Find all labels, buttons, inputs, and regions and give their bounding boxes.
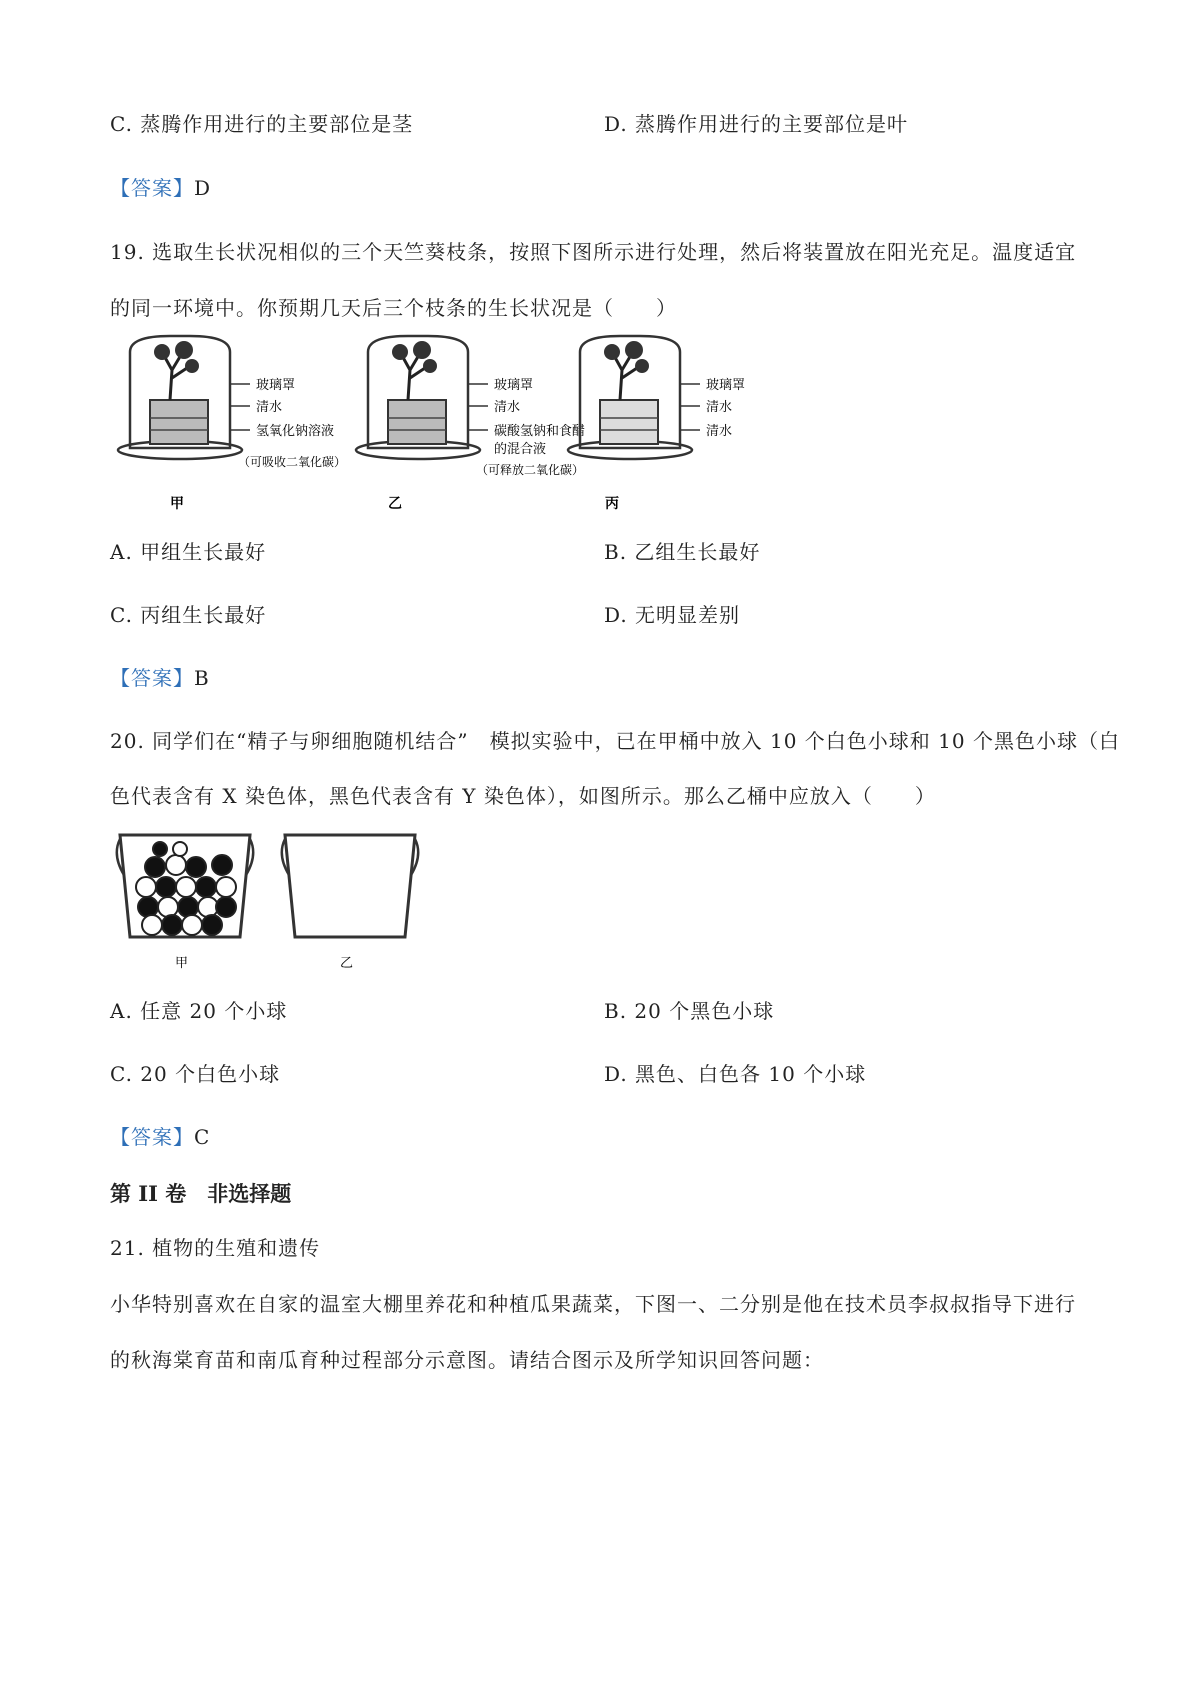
answer-value: B [194, 666, 210, 690]
q20-option-b: B. 20 个黑色小球 [604, 999, 775, 1023]
balls [136, 842, 236, 935]
jia-label-3: 氢氧化钠溶液 [256, 424, 335, 439]
yi-label-1: 玻璃罩 [494, 378, 534, 393]
q18-answer [110, 174, 211, 202]
jia-label-2: 清水 [256, 400, 283, 415]
bing-label-3: 清水 [706, 424, 733, 439]
setup-jia [118, 336, 346, 512]
q20-answer [110, 1123, 210, 1151]
q20-option-a: A. 任意 20 个小球 [110, 999, 288, 1023]
setup-bing [568, 336, 745, 512]
q21-para-line2: 的秋海棠育苗和南瓜育种过程部分示意图。请结合图示及所学知识回答问题： [110, 1348, 824, 1372]
jia-label-1: 玻璃罩 [256, 378, 296, 393]
bing-name: 丙 [605, 496, 619, 512]
q20-stem-line2: 色代表含有 X 染色体，黑色代表含有 Y 染色体），如图所示。那么乙桶中应放入（ ） [110, 784, 936, 808]
answer-tag: 【答案】 [110, 1125, 194, 1149]
yi-label-2: 清水 [494, 400, 521, 415]
q18-option-d: D. 蒸腾作用进行的主要部位是叶 [604, 112, 909, 136]
q19-stem-line2: 的同一环境中。你预期几天后三个枝条的生长状况是（ ） [110, 296, 677, 320]
bucket-yi [282, 835, 418, 971]
bucket-yi-label: 乙 [340, 956, 354, 971]
q21-para-line1: 小华特别喜欢在自家的温室大棚里养花和种植瓜果蔬菜，下图一、二分别是他在技术员李叔叔指导下进行 [110, 1292, 1076, 1316]
bucket-jia [117, 835, 253, 971]
q19-figure [110, 330, 810, 520]
q19-stem-line1: 19. 选取生长状况相似的三个天竺葵枝条，按照下图所示进行处理，然后将装置放在阳光充足。温度适宜 [110, 240, 1077, 264]
answer-tag: 【答案】 [110, 176, 194, 200]
yi-label-3: 碳酸氢钠和食醋 [494, 424, 586, 439]
q20-option-d: D. 黑色、白色各 10 个小球 [604, 1062, 867, 1086]
answer-value: C [194, 1125, 211, 1149]
yi-note: （可释放二氧化碳） [476, 463, 585, 477]
q19-answer [110, 664, 210, 692]
q19-option-b: B. 乙组生长最好 [604, 540, 761, 564]
q20-stem-line1: 20. 同学们在“精子与卵细胞随机结合” 模拟实验中，已在甲桶中放入 10 个白色小球和 10 个黑色小球（白 [110, 729, 1120, 753]
bing-label-1: 玻璃罩 [706, 378, 746, 393]
q21-title: 21. 植物的生殖和遗传 [110, 1236, 321, 1260]
jia-name: 甲 [170, 496, 184, 512]
yi-name: 乙 [388, 496, 402, 512]
bucket-jia-label: 甲 [175, 956, 189, 971]
yi-label-4: 的混合液 [494, 442, 547, 457]
jia-note: （可吸收二氧化碳） [238, 455, 347, 469]
q19-option-d: D. 无明显差别 [604, 603, 741, 627]
section-title: 第 II 卷 非选择题 [110, 1181, 292, 1206]
answer-tag: 【答案】 [110, 666, 194, 690]
bing-label-2: 清水 [706, 400, 733, 415]
setup-yi [356, 336, 585, 512]
q19-option-c: C. 丙组生长最好 [110, 603, 267, 627]
answer-value: D [194, 176, 212, 200]
q20-option-c: C. 20 个白色小球 [110, 1062, 281, 1086]
q19-option-a: A. 甲组生长最好 [110, 540, 267, 564]
q18-option-c: C. 蒸腾作用进行的主要部位是茎 [110, 112, 414, 136]
q20-figure [110, 825, 430, 975]
